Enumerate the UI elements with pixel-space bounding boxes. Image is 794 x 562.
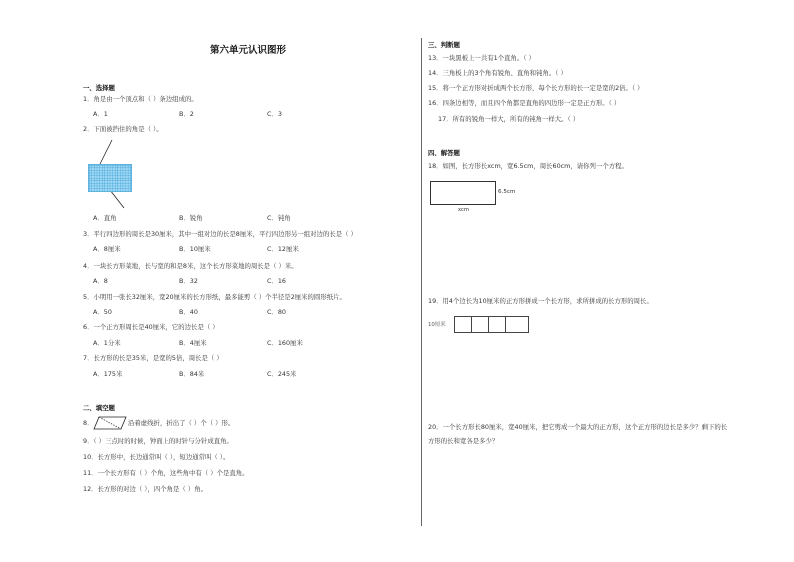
option-2c: C．钝角 [267,214,291,222]
square-2 [471,316,489,333]
question-14: 14．三角板上的3个角有锐角、直角和钝角。（ ） [428,69,567,77]
angle-ray-bottom [110,190,124,208]
section-heading-fill: 二、填空题 [83,404,115,412]
question-1: 1．角是由一个顶点和（ ）条边组成的。 [83,95,198,103]
question-5: 5．小明用一张长32厘米，宽20厘米的长方形纸，最多能剪（ ）个半径是2厘米的圆形纸片。 [83,293,346,301]
option-2b: B．锐角 [179,214,203,222]
rectangle-width-label: 6.5cm [498,189,516,195]
question-8: 沿着虚线折，折出了（ ）个（ ）形。 [128,419,235,427]
option-2a: A．直角 [93,214,117,222]
section-heading-judge: 三、判断题 [428,41,460,49]
option-6c: C．160厘米 [267,339,303,347]
question-11: 11．一个长方形有（ ）个角，这些角中有（ ）个是直角。 [83,469,249,477]
square-side-label: 10厘米 [428,322,446,328]
section-heading-choice: 一、选择题 [83,84,115,92]
question-18: 18．如图，长方形长xcm，宽6.5cm，周长60cm，请你列一个方程。 [428,162,628,170]
angle-ray-top [100,140,112,164]
square-3 [488,316,506,333]
question-19: 19．用4个边长为10厘米的正方形拼成一个长方形，求所拼成的长方形的周长。 [428,297,653,305]
option-7a: A．175米 [93,370,123,378]
question-13: 13．一块黑板上一共有1个直角。（ ） [428,54,535,62]
question-8-prefix: 8． [83,419,94,427]
option-3b: B．10厘米 [179,245,211,253]
question-10: 10．长方形中，长边通常叫（ ），短边通常叫（ ）。 [83,453,230,461]
option-3a: A．8厘米 [93,245,121,253]
option-1a: A．1 [93,110,108,118]
option-5b: B．40 [179,308,198,316]
option-1b: B．2 [179,110,194,118]
rectangle-length-label: xcm [458,207,469,213]
question-12: 12．长方形的对边（ ），四个角是（ ）角。 [83,485,208,493]
option-3c: C．12厘米 [267,245,299,253]
option-6b: B．4厘米 [179,339,207,347]
column-divider [421,38,422,526]
question-2: 2．下面被挡住的角是（ ）。 [83,125,163,133]
section-heading-solve: 四、解答题 [428,149,460,157]
question-3: 3．平行四边形的周长是30厘米，其中一组对边的长是8厘米，平行四边形另一组对边的长是（ ） [83,230,357,238]
option-1c: C．3 [267,110,282,118]
page-title: 第六单元认识图形 [210,45,287,56]
question-9: 9．（ ）三点时的时候，钟面上的时针与分针成直角。 [83,437,233,445]
square-4 [505,316,529,333]
option-5c: C．80 [267,308,286,316]
question-7: 7．长方形的长是35米，是宽的5倍，周长是（ ） [83,354,223,362]
option-7c: C．245米 [267,370,297,378]
question-20-line1: 20．一个长方形长80厘米，宽40厘米，把它剪成一个最大的正方形，这个正方形的边长是多少？剩下的长 [428,423,728,431]
question-15: 15．将一个正方形对折成两个长方形，每个长方形的长一定是宽的2倍。（ ） [428,84,644,92]
option-6a: A．1分米 [93,339,121,347]
square-1 [454,316,472,333]
option-4c: C．16 [267,277,286,285]
question-6: 6．一个正方形周长是40厘米，它的边长是（ ） [83,323,219,331]
question-17: 17．所有的锐角一样大，所有的钝角一样大。（ ） [438,115,580,123]
parallelogram-figure [93,416,127,430]
covering-grid-paper [88,164,132,192]
question-20-line2: 方形的长和宽各是多少？ [428,437,499,445]
option-5a: A．50 [93,308,112,316]
option-4b: B．32 [179,277,198,285]
option-7b: B．84米 [179,370,205,378]
rectangle-figure [430,181,496,205]
option-4a: A．8 [93,277,108,285]
question-16: 16．四条边相等，而且四个角都是直角的四边形一定是正方形。（ ） [428,99,621,107]
question-4: 4．一块长方形菜地，长与宽的和是8米，这个长方形菜地的周长是（ ）米。 [83,262,298,270]
